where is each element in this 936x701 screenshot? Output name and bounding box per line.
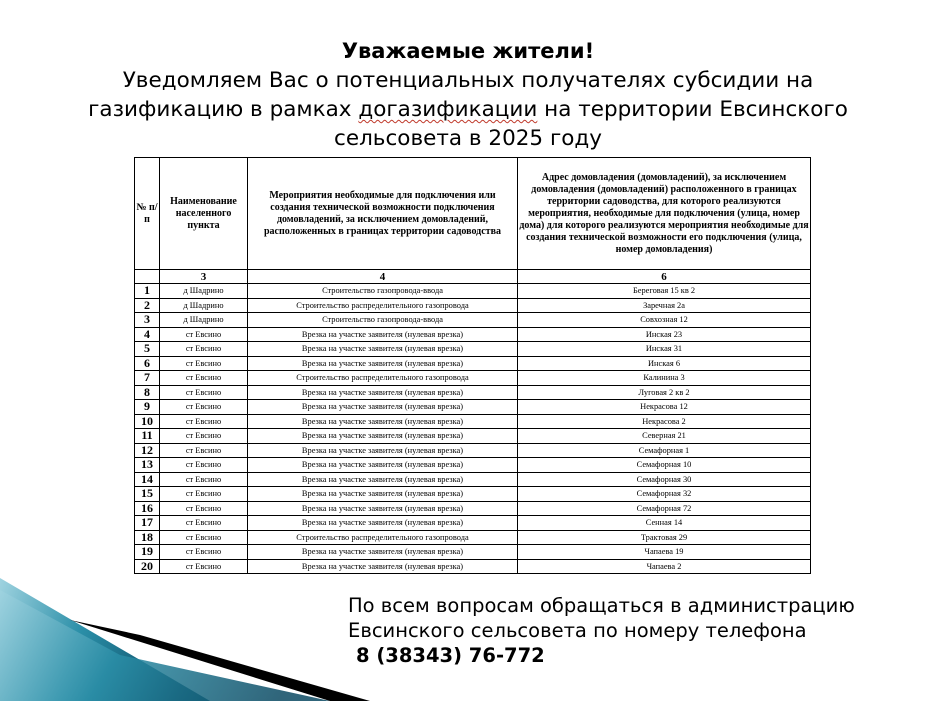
row-address: Калинина 3: [518, 371, 811, 386]
intro-text-start: Уведомляем Вас о потенциальных получателях субсидии на газификацию в рамках: [88, 68, 814, 122]
row-measure: Врезка на участке заявителя (нулевая врезка): [248, 429, 518, 444]
row-address: Семафорная 32: [518, 487, 811, 502]
row-settlement: ст Евсино: [160, 443, 248, 458]
row-index: 4: [135, 327, 160, 342]
recipients-table: [134, 157, 811, 574]
row-measure: Строительство распределительного газопровода: [248, 298, 518, 313]
table-row: [135, 530, 811, 545]
table-row: [135, 400, 811, 415]
row-index: 14: [135, 472, 160, 487]
row-index: 18: [135, 530, 160, 545]
column-number: 4: [248, 270, 518, 284]
row-index: 20: [135, 559, 160, 574]
row-address: Трактовая 29: [518, 530, 811, 545]
row-index: 8: [135, 385, 160, 400]
row-index: 19: [135, 545, 160, 560]
row-index: 1: [135, 284, 160, 299]
row-address: Инская 23: [518, 327, 811, 342]
table-row: [135, 327, 811, 342]
row-index: 11: [135, 429, 160, 444]
row-settlement: ст Евсино: [160, 458, 248, 473]
row-settlement: ст Евсино: [160, 327, 248, 342]
decorative-wedge: [0, 560, 380, 701]
row-settlement: д Шадрино: [160, 313, 248, 328]
row-address: Береговая 15 кв 2: [518, 284, 811, 299]
column-number: [135, 270, 160, 284]
row-address: Некрасова 2: [518, 414, 811, 429]
table-row: [135, 545, 811, 560]
row-settlement: д Шадрино: [160, 298, 248, 313]
row-settlement: д Шадрино: [160, 284, 248, 299]
contact-line-1: По всем вопросам обращаться в администрацию: [348, 594, 855, 617]
row-measure: Врезка на участке заявителя (нулевая врезка): [248, 356, 518, 371]
row-address: Чапаева 2: [518, 559, 811, 574]
row-address: Семафорная 1: [518, 443, 811, 458]
table-row: [135, 414, 811, 429]
row-settlement: ст Евсино: [160, 530, 248, 545]
table-row: [135, 458, 811, 473]
header-settlement: Наименование населенного пункта: [160, 158, 248, 270]
greeting-heading: Уважаемые жители!: [341, 39, 595, 63]
row-address: Некрасова 12: [518, 400, 811, 415]
row-index: 5: [135, 342, 160, 357]
table-row: [135, 516, 811, 531]
row-index: 2: [135, 298, 160, 313]
row-settlement: ст Евсино: [160, 400, 248, 415]
row-settlement: ст Евсино: [160, 559, 248, 574]
row-measure: Врезка на участке заявителя (нулевая врезка): [248, 327, 518, 342]
row-address: Сенная 14: [518, 516, 811, 531]
row-measure: Врезка на участке заявителя (нулевая врезка): [248, 487, 518, 502]
row-measure: Врезка на участке заявителя (нулевая врезка): [248, 385, 518, 400]
row-index: 6: [135, 356, 160, 371]
table-row: [135, 429, 811, 444]
table-row: [135, 284, 811, 299]
row-settlement: ст Евсино: [160, 487, 248, 502]
table-row: [135, 487, 811, 502]
row-measure: Врезка на участке заявителя (нулевая врезка): [248, 559, 518, 574]
row-settlement: ст Евсино: [160, 501, 248, 516]
row-address: Семафорная 10: [518, 458, 811, 473]
row-settlement: ст Евсино: [160, 371, 248, 386]
row-address: Луговая 2 кв 2: [518, 385, 811, 400]
row-address: Совхозная 12: [518, 313, 811, 328]
row-measure: Врезка на участке заявителя (нулевая врезка): [248, 458, 518, 473]
row-index: 3: [135, 313, 160, 328]
row-settlement: ст Евсино: [160, 545, 248, 560]
row-index: 15: [135, 487, 160, 502]
table-row: [135, 472, 811, 487]
row-settlement: ст Евсино: [160, 414, 248, 429]
header-measures: Мероприятия необходимые для подключения или создания технической возможности подключения домовладений, за исключением домовладений, расположенных в границах территории садоводства: [248, 158, 518, 270]
row-settlement: ст Евсино: [160, 385, 248, 400]
intro-emphasis: догазификации: [358, 97, 538, 122]
row-index: 9: [135, 400, 160, 415]
row-measure: Врезка на участке заявителя (нулевая врезка): [248, 472, 518, 487]
header-index: № п/п: [135, 158, 160, 270]
row-address: Семафорная 30: [518, 472, 811, 487]
table-row: [135, 298, 811, 313]
row-measure: Врезка на участке заявителя (нулевая врезка): [248, 443, 518, 458]
row-address: Инская 31: [518, 342, 811, 357]
table-row: [135, 356, 811, 371]
column-number: 3: [160, 270, 248, 284]
table-row: [135, 313, 811, 328]
row-measure: Строительство распределительного газопровода: [248, 371, 518, 386]
table-row: [135, 501, 811, 516]
row-index: 16: [135, 501, 160, 516]
contact-phone: 8 (38343) 76-772: [356, 644, 545, 667]
row-settlement: ст Евсино: [160, 516, 248, 531]
row-address: Северная 21: [518, 429, 811, 444]
row-settlement: ст Евсино: [160, 356, 248, 371]
row-measure: Врезка на участке заявителя (нулевая врезка): [248, 516, 518, 531]
table-body: [135, 284, 811, 574]
table-row: [135, 443, 811, 458]
intro-paragraph: [50, 66, 886, 153]
column-number: 6: [518, 270, 811, 284]
row-index: 17: [135, 516, 160, 531]
header-address: Адрес домовладения (домовладений), за исключением домовладения (домовладений) расположенного в границах территории садоводства, для которого реализуются мероприятия, необходимые для подключения (улица, номер дома) для которого реализуются мероприятия необходимые для создания технической возможности его подключения (улица, номер домовладения): [518, 158, 811, 270]
table-row: [135, 371, 811, 386]
row-index: 13: [135, 458, 160, 473]
intro-text-end: на территории Евсинского сельсовета в 2025 году: [334, 97, 848, 151]
row-measure: Врезка на участке заявителя (нулевая врезка): [248, 501, 518, 516]
table-header-row: [135, 158, 811, 270]
column-number-row: [135, 270, 811, 284]
row-address: Семафорная 72: [518, 501, 811, 516]
row-index: 10: [135, 414, 160, 429]
row-measure: Строительство распределительного газопровода: [248, 530, 518, 545]
row-measure: Строительство газопровода-ввода: [248, 313, 518, 328]
contact-line-2: Евсинского сельсовета по номеру телефона: [348, 619, 807, 642]
table-row: [135, 385, 811, 400]
row-measure: Врезка на участке заявителя (нулевая врезка): [248, 414, 518, 429]
row-index: 7: [135, 371, 160, 386]
row-measure: Строительство газопровода-ввода: [248, 284, 518, 299]
row-measure: Врезка на участке заявителя (нулевая врезка): [248, 400, 518, 415]
row-settlement: ст Евсино: [160, 472, 248, 487]
row-measure: Врезка на участке заявителя (нулевая врезка): [248, 545, 518, 560]
row-address: Заречная 2а: [518, 298, 811, 313]
row-address: Инская 6: [518, 356, 811, 371]
contact-info: [348, 593, 855, 668]
row-settlement: ст Евсино: [160, 429, 248, 444]
row-measure: Врезка на участке заявителя (нулевая врезка): [248, 342, 518, 357]
table-row: [135, 342, 811, 357]
row-index: 12: [135, 443, 160, 458]
row-settlement: ст Евсино: [160, 342, 248, 357]
row-address: Чапаева 19: [518, 545, 811, 560]
